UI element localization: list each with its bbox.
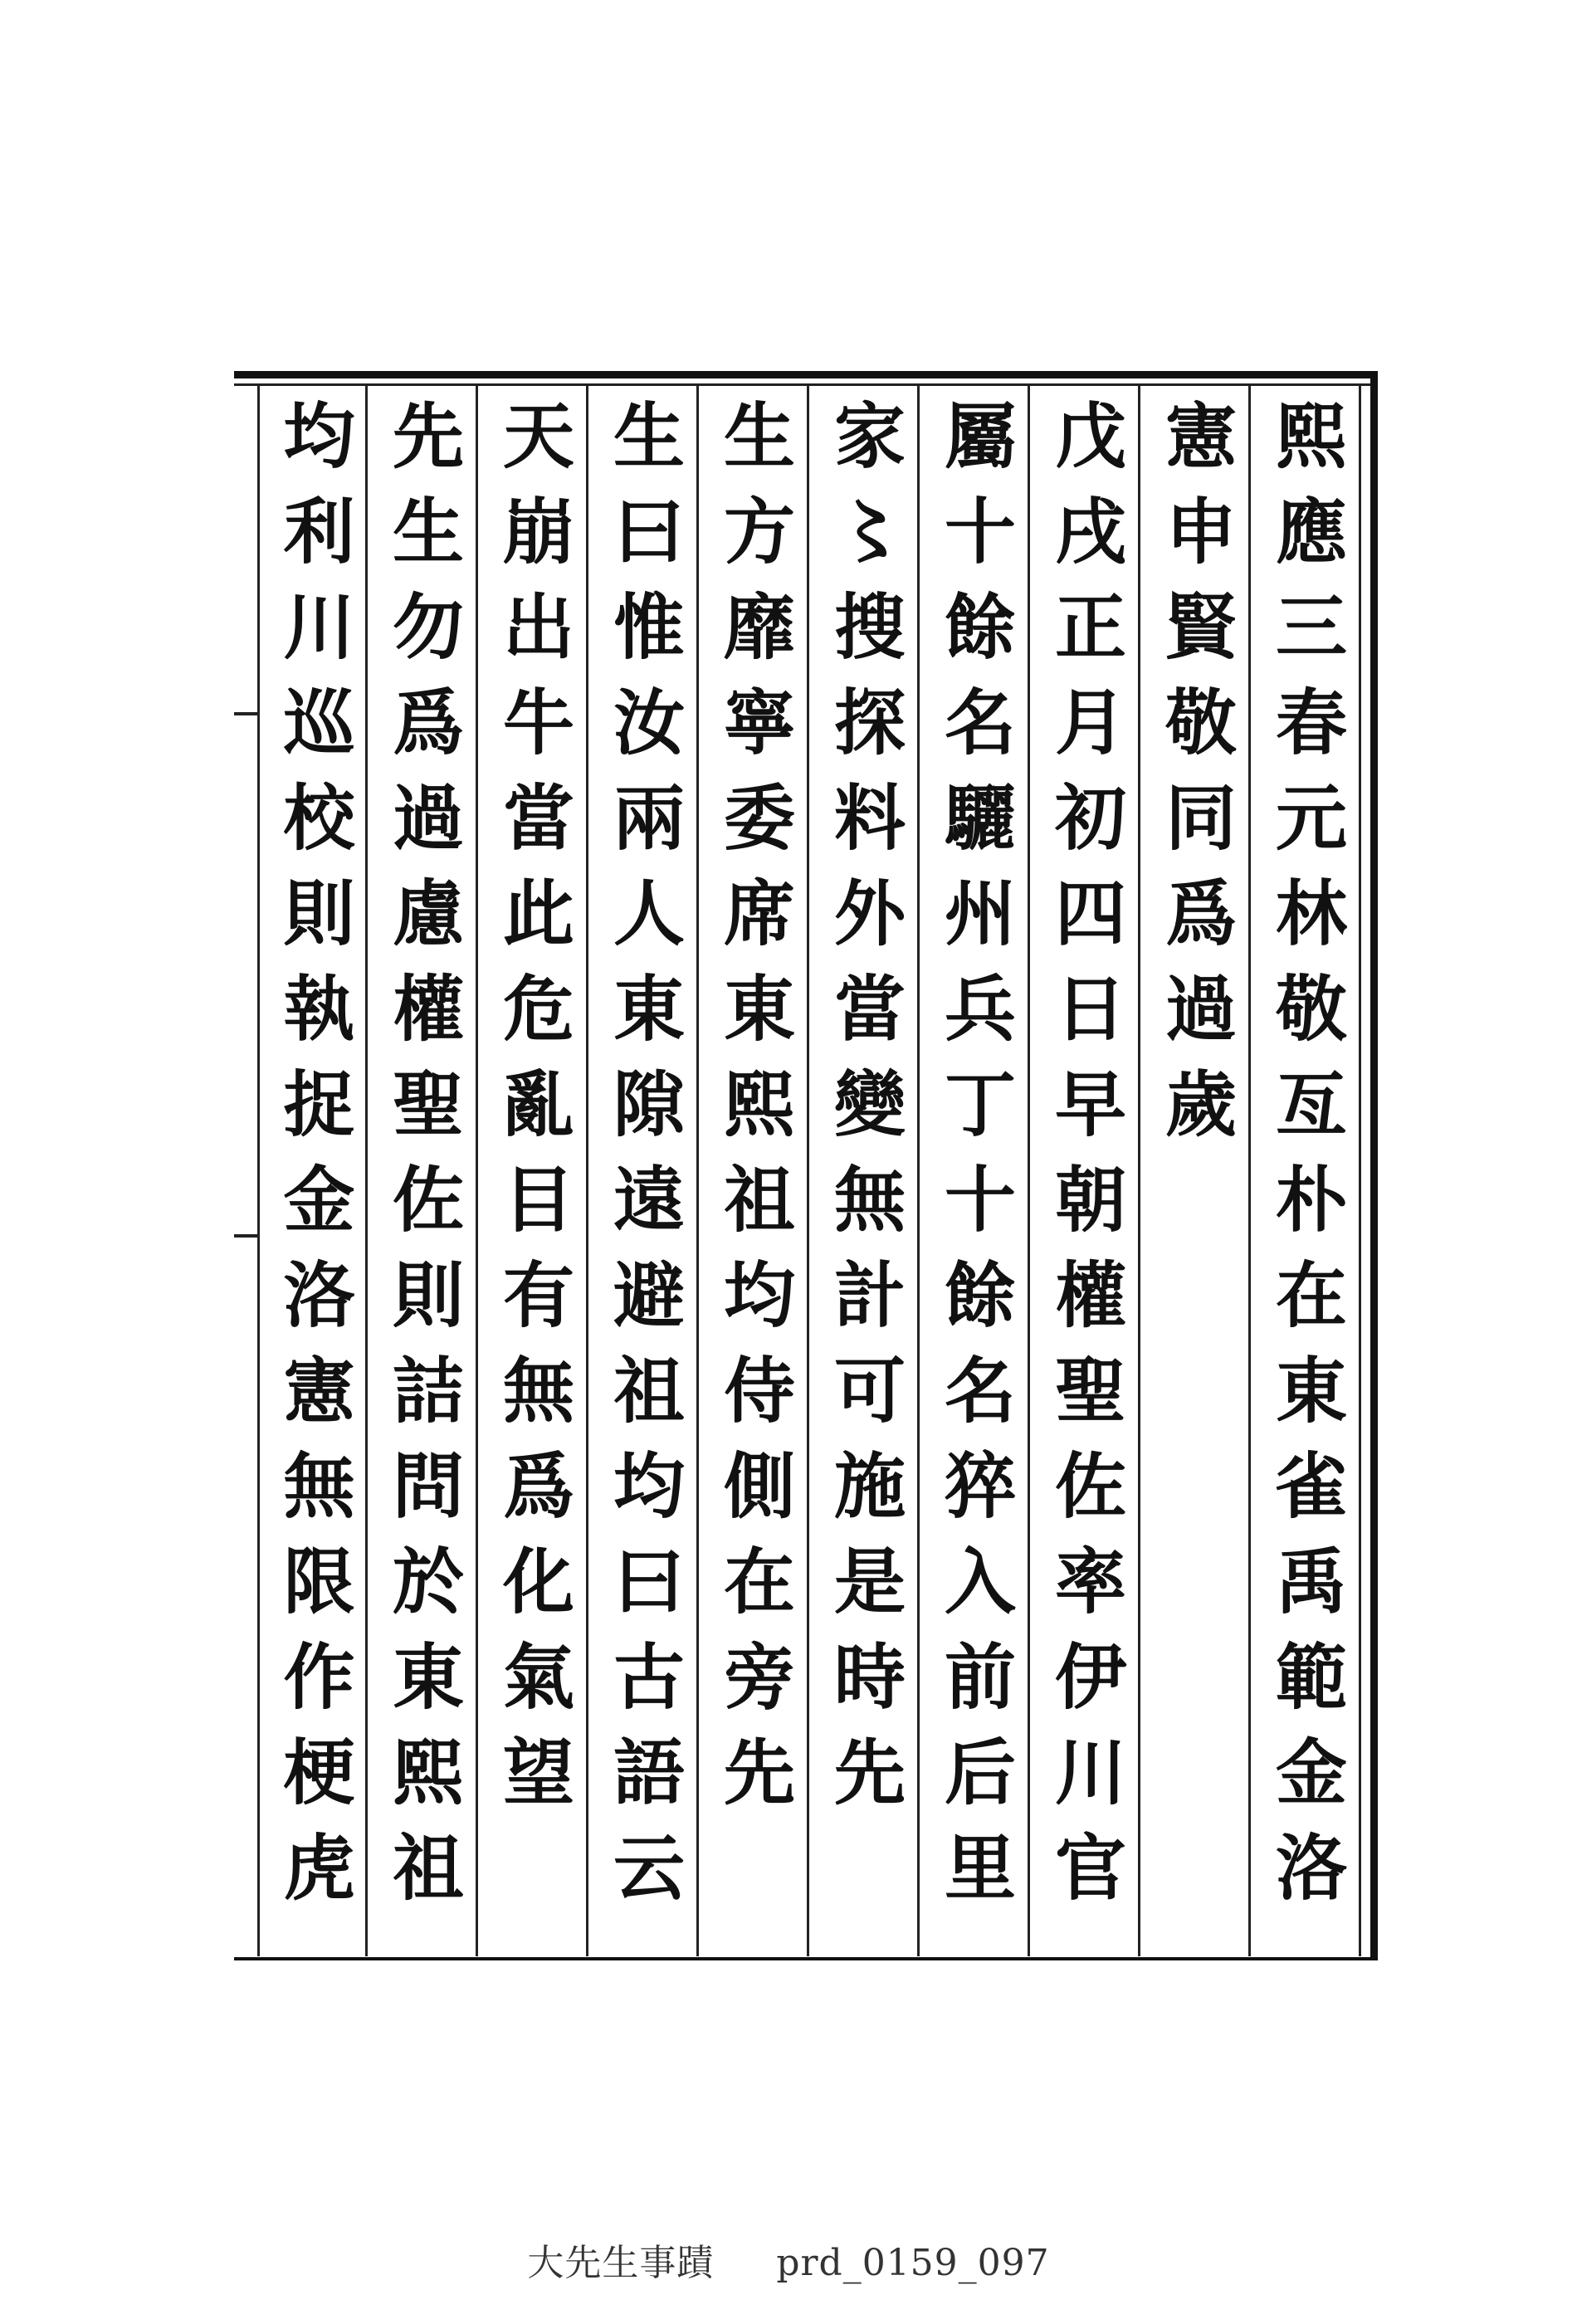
column-text: 均利川巡校則執捉金洛憲無限作梗虎 — [271, 398, 355, 1926]
text-column-2 — [1140, 383, 1251, 1956]
column-text: 天崩出牛當此危亂目有無爲化氣望 — [491, 398, 574, 1830]
text-column-1 — [1251, 383, 1361, 1956]
margin-tick-mark — [234, 712, 257, 715]
column-text: 生曰惟汝兩人東隙遠避祖均曰古語云 — [601, 398, 685, 1926]
column-text: 先生勿爲過慮權聖佐則詰問於東熙祖 — [380, 398, 464, 1926]
text-column-6 — [699, 383, 809, 1956]
text-column-4 — [920, 383, 1030, 1956]
column-text: 家〻搜探料外當變無計可施是時先 — [822, 398, 906, 1830]
page-footer — [0, 2233, 1577, 2286]
text-column-5 — [809, 383, 920, 1956]
text-column-10 — [257, 383, 368, 1956]
text-column-3 — [1030, 383, 1140, 1956]
text-column-8 — [478, 383, 588, 1956]
column-text: 憲申賢敬同爲過歲 — [1153, 398, 1237, 1162]
text-column-9 — [368, 383, 478, 1956]
footer-title: 大先生事蹟 — [527, 2242, 715, 2284]
column-text: 屬十餘名驪州兵丁十餘名猝入前后里 — [932, 398, 1016, 1926]
text-column-7 — [588, 383, 699, 1956]
column-text: 熙應三春元林敬亙朴在東雀禹範金洛 — [1263, 398, 1347, 1926]
footer-code: prd_0159_097 — [776, 2242, 1050, 2284]
margin-tick-mark — [234, 1234, 257, 1238]
column-text: 戊戌正月初四日早朝權聖佐率伊川官 — [1042, 398, 1126, 1926]
column-text: 生方靡寧委席東熙祖均侍側在旁先 — [711, 398, 795, 1830]
